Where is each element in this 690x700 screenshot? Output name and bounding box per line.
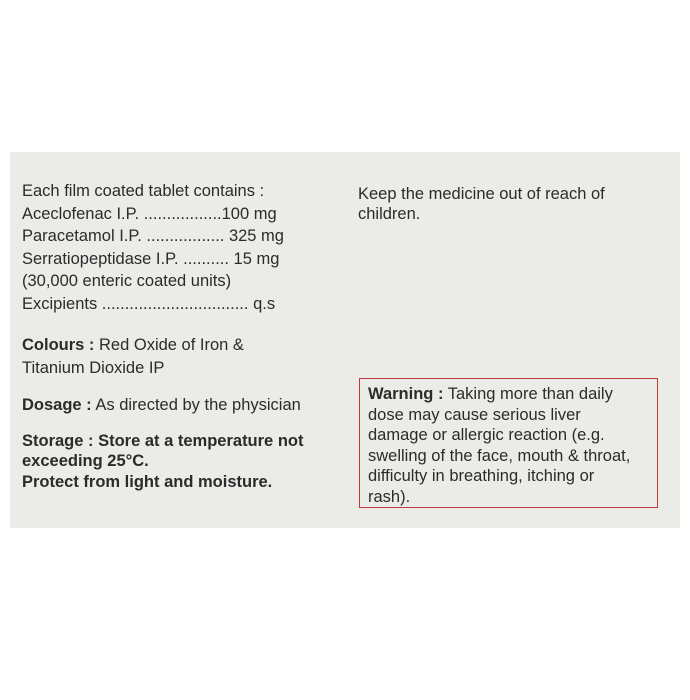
warning-line-1: Taking more than daily bbox=[443, 385, 613, 403]
excipients: Excipients ................................ q.s bbox=[22, 294, 276, 313]
enteric-units: (30,000 enteric coated units) bbox=[22, 272, 232, 290]
colours-text-2: Titanium Dioxide IP bbox=[22, 358, 165, 377]
storage-line-2: exceeding 25°C. bbox=[22, 452, 149, 470]
dosage-section bbox=[22, 394, 342, 417]
dosage-text: As directed by the physician bbox=[91, 396, 301, 414]
storage-line-1: Storage : Store at a temperature not bbox=[22, 431, 304, 450]
ingredient-paracetamol: Paracetamol I.P. ................. 325 mg bbox=[22, 227, 284, 245]
keep-away-line-2: children. bbox=[358, 205, 421, 223]
ingredient-aceclofenac: Aceclofenac I.P. .................100 mg bbox=[22, 204, 277, 223]
colours-text-1: Red Oxide of Iron & bbox=[94, 336, 244, 354]
keep-away-notice bbox=[358, 184, 658, 224]
storage-section bbox=[22, 431, 342, 493]
colours-label: Colours : bbox=[22, 336, 95, 354]
warning-box bbox=[359, 378, 658, 508]
warning-line-3: damage or allergic reaction (e.g. bbox=[368, 426, 605, 444]
storage-line-3: Protect from light and moisture. bbox=[22, 472, 273, 491]
warning-line-5: difficulty in breathing, itching or bbox=[368, 467, 595, 485]
warning-line-2: dose may cause serious liver bbox=[368, 405, 581, 424]
warning-line-6: rash). bbox=[368, 487, 411, 506]
colours-section bbox=[22, 334, 342, 379]
composition-column bbox=[22, 180, 342, 492]
dosage-label: Dosage : bbox=[22, 396, 92, 414]
warning-line-4: swelling of the face, mouth & throat, bbox=[368, 446, 631, 465]
keep-away-line-1: Keep the medicine out of reach of bbox=[358, 185, 605, 203]
ingredient-serratiopeptidase: Serratiopeptidase I.P. .......... 15 mg bbox=[22, 249, 280, 268]
composition-heading: Each film coated tablet contains : bbox=[22, 182, 265, 200]
warning-label: Warning : bbox=[368, 385, 444, 403]
